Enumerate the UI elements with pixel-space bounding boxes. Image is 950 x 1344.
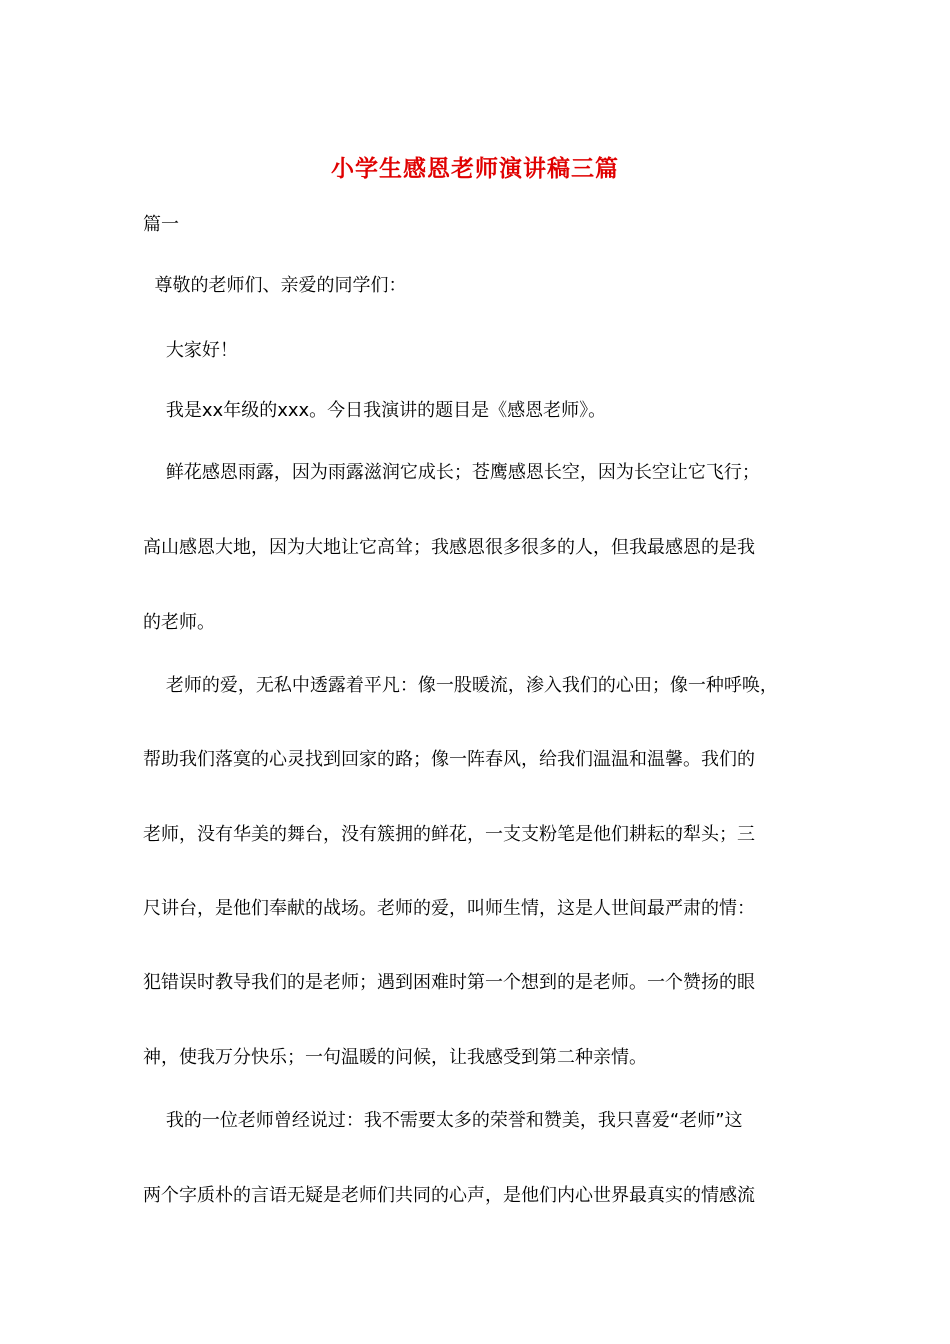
paragraph-line: 我的一位老师曾经说过：我不需要太多的荣誉和赞美，我只喜爱“老师”这 bbox=[143, 1110, 743, 1131]
paragraph-line: 犯错误时教导我们的是老师；遇到困难时第一个想到的是老师。一个赞扬的眼 bbox=[143, 972, 755, 993]
paragraph-line: 老师的爱，无私中透露着平凡：像一股暖流，渗入我们的心田；像一种呼唤， bbox=[143, 675, 778, 696]
paragraph-line: 大家好！ bbox=[143, 340, 238, 361]
paragraph-line: 神，使我万分快乐；一句温暖的问候，让我感受到第二种亲情。 bbox=[143, 1047, 647, 1068]
paragraph-line: 尊敬的老师们、亲爱的同学们： bbox=[143, 275, 407, 296]
section-heading: 篇一 bbox=[143, 214, 179, 235]
document-title: 小学生感恩老师演讲稿三篇 bbox=[331, 155, 619, 182]
paragraph-line: 帮助我们落寞的心灵找到回家的路；像一阵春风，给我们温温和温馨。我们的 bbox=[143, 749, 755, 770]
paragraph-line: 高山感恩大地，因为大地让它高耸；我感恩很多很多的人，但我最感恩的是我 bbox=[143, 537, 755, 558]
paragraph-line: 我是xx年级的xxx。今日我演讲的题目是《感恩老师》。 bbox=[143, 400, 607, 421]
paragraph-line: 鲜花感恩雨露，因为雨露滋润它成长；苍鹰感恩长空，因为长空让它飞行； bbox=[143, 462, 760, 483]
paragraph-line: 的老师。 bbox=[143, 612, 215, 633]
paragraph-line: 尺讲台，是他们奉献的战场。老师的爱，叫师生情，这是人世间最严肃的情： bbox=[143, 898, 755, 919]
paragraph-line: 老师，没有华美的舞台，没有簇拥的鲜花，一支支粉笔是他们耕耘的犁头；三 bbox=[143, 824, 755, 845]
paragraph-line: 两个字质朴的言语无疑是老师们共同的心声，是他们内心世界最真实的情感流 bbox=[143, 1185, 755, 1206]
